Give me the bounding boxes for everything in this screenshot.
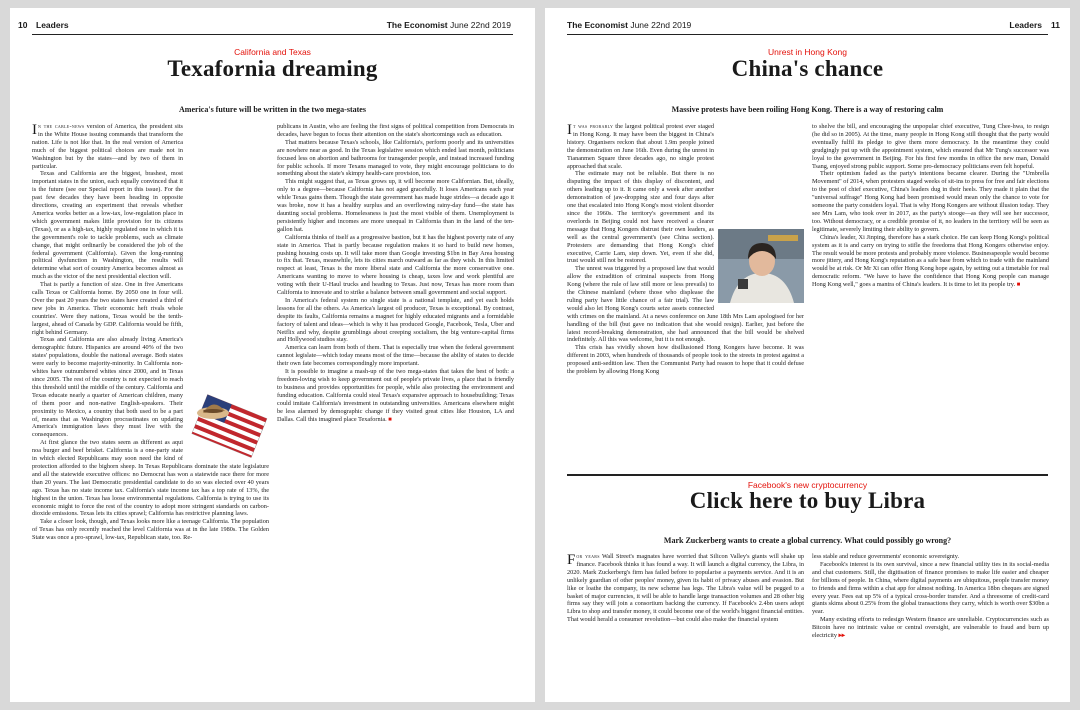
continued-arrow-icon[interactable]: ▸▸ xyxy=(837,632,845,640)
paragraph-text: Their optimism faded as the party's intentions became clearer. During the "Umbrella Movement" of 2014, when protesters staged weeks of sit-ins to press for free and fair elections to the post of chief executive, China's leaders dug in their heels. They made it plain that the "universal suffrage" Hong Kong had been promised would mean only the chance to vote for someone the party considers loyal. That is why Hong Kongers are without illusion today. They see Mrs Lam, who took over in 2017, as the party's stooge—as they will see her successor, too. Without democracy, or a credible promise of it, no leaders in the territory will be seen as legitimate, severely limiting their ability to govern. xyxy=(812,170,1049,233)
paragraph-text: At first glance the two states seem as different as aqui noa burger and beef brisket. California is a one-party state in which elected Republicans may soon need the kind of protection afforded to the bighorn sheep. In Texas Republicans dominate the state legislature and all the statewide executive offices: no Democrat has won a statewide race there for more than 20 years. The last Democratic presidential candidate to do so was elected over 40 years ago. Texas has no state income tax. California's state income tax has a top rate of 13%, the highest in the union. Texas has loose environmental regulations. California is trying to use its economic might to force the rest of the country to adopt more stringent standards on carbon-dioxide emissions. Texas lets its cities sprawl; California has restrictive planning laws. xyxy=(32,439,269,518)
article1-column-1 xyxy=(567,123,804,468)
paragraph-text: California thinks of itself as a progressive bastion, but it has the highest poverty rate of any state in America. That is partly because regulation makes it so hard to build new homes, pushing housing costs up. It will take more than Google investing $1bn in Bay Area housing to fix that. Texas, meanwhile, lets its cities march outward as far as they wish. In this limited respect at least, Texas is the more liberal state and California the more conservative one. Americans wanting to move to where housing is cheap, taxes low and work plentiful are voting with their U-Haul trucks and heading to Texas. Just now, Texas has more room than California to innovate and to strike a balance between small government and social support. xyxy=(277,233,514,297)
paragraph xyxy=(32,170,269,281)
article-column-1 xyxy=(32,123,269,693)
masthead-date xyxy=(387,20,511,30)
paragraph xyxy=(812,234,1049,290)
masthead: The Economist xyxy=(386,20,448,30)
paragraph xyxy=(277,344,514,368)
paragraph-text: the largest political protest ever staged in Hong Kong. It may have been the biggest in China's history. Organisers reckon that about 1.9m people joined the demonstration on June 16th. Even during the unrest in Tiananmen Square three decades ago, no single protest approached that scale. xyxy=(567,123,714,170)
us-flag-hat-image xyxy=(187,391,269,459)
column-text xyxy=(812,123,1049,290)
paragraph-text: Take a closer look, though, and Texas looks more like a teenage California. The population of Texas has only recently reached the level California was at in the late 1980s. The Golden State was once a pro-sprawl, low-tax, Republican state, too. Re- xyxy=(32,518,269,542)
page-number: 11 xyxy=(1051,20,1060,30)
paragraph-text: America can learn from both of them. That is especially true when the federal government cannot legislate—which today means most of the time—because the ability of states to decide their own fate becomes correspondingly more important. xyxy=(277,344,514,368)
article2-headline: Click here to buy Libra xyxy=(689,488,926,513)
section-label: Leaders xyxy=(1009,20,1042,30)
article2-column-1 xyxy=(567,553,804,693)
paragraph-text: Wall Street's magnates have worried that Silicon Valley's giants will shake up finance. Facebook thinks it has found a way. It will launch a digital currency, the Libra, in 2020. Mark Zuckerberg's firm has failed before to popularise a payments service. And it is an unlikely guardian of other peoples' money, given its habit of privacy abuses and evasion. But like or loathe the company, its new scheme has legs. The Libra's value will be pegged to a basket of major currencies, it will be able to handle large transaction volumes and 28 other big firms say they will join a consortium backing the currency. If Facebook's 2.4bn users adopt Libra to shop and transfer money, it could become one of the world's biggest financial entities. That would herald a consumer revolution—but could also make the financial system xyxy=(567,553,804,624)
carrie-lam-photo xyxy=(718,229,804,303)
column-text xyxy=(567,553,804,624)
right-page xyxy=(545,8,1070,702)
paragraph xyxy=(812,553,1049,561)
drop-cap: F xyxy=(567,553,576,568)
section-label: Leaders xyxy=(36,20,69,30)
article-headline: Texafornia dreaming xyxy=(167,56,378,81)
paragraph-text: less stable and reduce governments' economic sovereignty. xyxy=(812,553,960,560)
article1-column-2 xyxy=(812,123,1049,468)
paragraph-text: In America's federal system no single state is a national template, and yet each holds lessons for all the others. As America's largest oil producer, Texas is exceptional. By contrast, despite its faults, California remains a magnet for highly educated migrants and a formidable factory of talent and ideas—which is why it has produced Google, Facebook, Tesla, Uber and Netflix and why, despite grumblings about creeping socialism, the big venture-capital firms and Hollywood studios stay. xyxy=(277,296,514,344)
paragraph xyxy=(277,178,514,233)
masthead: The Economist xyxy=(567,20,628,30)
paragraph xyxy=(277,234,514,297)
paragraph xyxy=(567,123,804,170)
page-number: 10 xyxy=(18,20,28,30)
masthead-date xyxy=(567,20,691,30)
paragraph-text: Facebook's interest is its own survival, since a new financial utility ties in its social-media and chat customers. Still, the digitisation of finance promises to make life easier and cheaper for billions of people. In China, where digital payments are ubiquitous, people transfer money to friends and firms within a chat app for almost nothing. In America 18bn cheques are signed every year. Fees eat up 5% of a typical cross-border transfer. And a threesome of credit-card giants skims about 0.25% from the global transactions they carry, which is worth over $30bn a year. xyxy=(812,560,1049,616)
paragraph-text: version of America, the president sits in the White House issuing commands that transform the nation. Life is not like that. In the real version of America much of the biggest political choices are made not in Washington but by the states—and by two of them in particular. xyxy=(32,123,183,170)
paragraph-text: Texas and California are also already living America's demographic future. Hispanics are around 40% of the two states' populations, double the national average. Both states were early to become majority-minority. In California non-whites have outnumbered whites since 2000, and in Texas since 2005. The rest of the country is not expected to reach this threshold until the middle of the century. California and Texas educate nearly a quarter of American children, many of them poor and non-native English-speakers. Their proximity to Mexico, a country that both used to be a part of, means that as Washington procrastinates on updating America's immigration laws they must live with the consequences. xyxy=(32,336,183,439)
article1-headline: China's chance xyxy=(731,56,884,81)
column-text xyxy=(812,553,1049,640)
paragraph-text: That matters because Texas's schools, like California's, perform poorly and its universities are nowhere near as good. In the Texas legislative session which ended last month, politicians focused less on abortion and bathrooms for transgender people, and instead increased funding for public schools. If more Texans managed to vote, they might encourage politicians to do something about the state's skimpy health-care provision, too. xyxy=(277,138,514,178)
paragraph-text: to shelve the bill, and encouraging the unpopular chief executive, Tung Chee-hwa, to resign (he did so in 2005). At the time, many people in Hong Kong still thought that the party would eventually fulfil its pledge to give them more democracy. In the meantime they could grudgingly put up with the appointment system, which ensured that Mr Tung's successor was loyal to the government in Beijing. For his first few months in office the new man, Donald Tsang, enjoyed strong public support. Some pro-democracy politicians even felt hopeful. xyxy=(812,123,1049,170)
paragraph xyxy=(567,344,804,376)
paragraph-text: The unrest was triggered by a proposed law that would allow the extradition of criminal suspects from Hong Kong (where the rule of law still more or less prevails) to the Chinese mainland (where those who displease the ruling party have little chance of a fair trial). The law would also let Hong Kong's courts seize assets connected with crimes on the mainland. At a news conference on June 18th Mrs Lam apologised for her handling of the bill (but gave no indication that she would resign). Earlier, just before the latest record-breaking demonstration, she had announced that the bill would be shelved indefinitely. All this was welcome, but it is not enough. xyxy=(567,265,804,344)
paragraph-text: That is partly a function of size. One in five Americans calls Texas or California home. By 2050 one in four will. Over the past 20 years the two states have created a third of new jobs in America. Their economic heft rivals whole countries'. Were they nations, Texas would be the tenth-largest, ahead of Canada by GDP. California would be fifth, right behind Germany. xyxy=(32,281,183,336)
lead-in: t was probably xyxy=(573,123,614,130)
paragraph xyxy=(32,281,269,336)
paragraph xyxy=(812,123,1049,170)
paragraph-text: publicans in Austin, who are feeling the first signs of political competition from Democrats in decades, have begun to focus their attention on the state's shortcomings such as education. xyxy=(277,123,514,138)
article2-column-2 xyxy=(812,553,1049,693)
end-mark-icon: ■ xyxy=(386,416,392,423)
paragraph xyxy=(32,123,269,170)
paragraph-text: It is possible to imagine a mash-up of the two mega-states that takes the best of both: a freedom-loving wish to keep government out of people's private lives, a place that is friendly to business and provides opportunities for people, while also protecting the environment and funding education. California could steal Texas's expansive approach to housebuilding; Texas could imitate California's investment in outstanding universities. Americans elsewhere might be less alarmed by demographic change if they visited great cities like Houston, LA and Dallas. Call this imagined place Texafornia. xyxy=(277,368,514,423)
lead-in: or years xyxy=(576,553,600,560)
right-page-header xyxy=(545,8,1070,32)
end-mark-icon: ■ xyxy=(1015,282,1021,289)
article-column-2 xyxy=(277,123,514,693)
article2-kicker: Facebook's new cryptocurrency xyxy=(747,480,868,490)
paragraph xyxy=(812,170,1049,233)
issue-date: June 22nd 2019 xyxy=(630,20,692,30)
paragraph xyxy=(812,616,1049,640)
paragraph xyxy=(32,518,269,542)
paragraph xyxy=(277,123,514,139)
paragraph-text: This crisis has vividly shown how disillusioned Hong Kongers have become. It was different in 2003, when hundreds of thousands of people took to the streets in protest against a proposed anti-sedition law. Then the Communist Party had reason to hope that it could defuse the problem by allowing Hong Kong xyxy=(567,344,804,376)
article1-kicker: Unrest in Hong Kong xyxy=(768,47,847,57)
paragraph xyxy=(277,297,514,344)
left-page-header xyxy=(10,8,535,32)
paragraph xyxy=(277,139,514,179)
article-rubric: America's future will be written in the two mega-states xyxy=(179,105,366,114)
drop-cap: I xyxy=(32,123,37,138)
issue-date: June 22nd 2019 xyxy=(450,20,511,30)
paragraph-text: Many existing efforts to redesign Western finance are unreliable. Cryptocurrencies such as Bitcoin have no intrinsic value or central oversight, are vulnerable to fraud and burn up electricity xyxy=(812,616,1049,640)
paragraph xyxy=(812,561,1049,616)
header-rule xyxy=(32,34,513,35)
article2-rubric: Mark Zuckerberg wants to create a global currency. What could possibly go wrong? xyxy=(663,536,952,545)
header-rule xyxy=(567,34,1048,35)
paragraph-text: China's leader, Xi Jinping, therefore has a stark choice. He can keep Hong Kong's political system as it is and carry on trying to stifle the freedoms that Hong Kongers otherwise enjoy. The result would be more protests and probably more violence. Businesspeople would become more jittery, and Hong Kong's reputation as a safe base from which to trade with the mainland would be at risk. Or Mr Xi can offer Hong Kong hope again, by setting out a timetable for real democratic reform. "We have to have the confidence that Hong Kong people can manage Hong Kong well," goes a mantra of China's leaders. It is time to let its people try. xyxy=(812,233,1049,289)
column-text xyxy=(277,123,514,424)
drop-cap: I xyxy=(567,123,572,138)
paragraph xyxy=(277,368,514,424)
paragraph-text: This might suggest that, as Texas grows up, it will become more Californian. But, ideally, only to a degree—because California has not aged gracefully. It loses Americans each year while Texas gains them. Though the state government has made huge strides—a decade ago it was broke, now it has a healthy surplus and an overflowing rainy-day fund—the state has daunting social problems. Homelessness is just the most visible of them. Unemployment is persistently higher and incomes are more unequal in California than in the land of the ten-gallon hat. xyxy=(277,178,514,233)
lead-in: n the cable-news xyxy=(38,123,85,130)
column-text xyxy=(32,123,269,542)
paragraph xyxy=(567,553,804,624)
left-page xyxy=(10,8,535,702)
article1-rubric: Massive protests have been roiling Hong Kong. There is a way of restoring calm xyxy=(671,105,944,114)
article-kicker: California and Texas xyxy=(234,47,311,57)
article-divider xyxy=(567,474,1048,476)
paragraph-text: The estimate may not be reliable. But there is no disputing the impact of this display of discontent, and others leading up to it. It came only a week after another demonstration of jaw-dropping size and four days after one that escalated into Hong Kong's most violent disorder since the 1960s. The territory's government and its overlords in Beijing could not have received a clearer message that Hong Kongers distrust their own leaders, as well as the central government's (see China section). Protesters are demanding that Hong Kong's chief executive, Carrie Lam, step down. Yet, even if she did, trust would still not be restored. xyxy=(567,170,714,265)
paragraph-text: Texas and California are the biggest, brashest, most important states in the union, each equally convinced that it is the future (see our Special report in this issue). For the past few decades they have been heading in opposite directions, creating an experiment that reveals whether America works better as a low-tax, low-regulation place in which government makes little provision for its citizens (Texas), or as a high-tax, highly regulated one in which it is the government's role to tackle problems, such as climate change, that might ordinarily be considered the job of the federal government (California). Given the long-running political dysfunction in Washington, the results will determine what sort of country America becomes almost as much as the victor of the next presidential election will. xyxy=(32,170,183,281)
